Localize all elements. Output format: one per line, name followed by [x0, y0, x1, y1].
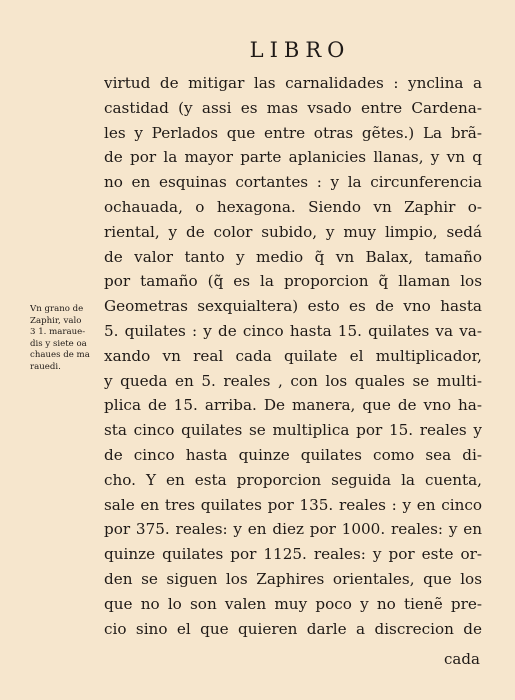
- text-line: plica de 15. arriba. De manera, que de vno ha-: [104, 396, 482, 415]
- text-line: de por la mayor parte aplanicies llanas, y vn q: [104, 148, 482, 167]
- margin-note-line: chaues de ma: [30, 350, 90, 361]
- text-line: que no lo son valen muy poco y no tienẽ pre-: [104, 594, 482, 613]
- text-line: castidad (y assi es mas vsado entre Cardena-: [104, 98, 482, 117]
- text-line: riental, y de color subido, y muy limpio, sedá: [104, 222, 482, 241]
- margin-note: [30, 304, 108, 374]
- text-line: y queda en 5. reales , con los quales se multi-: [104, 371, 482, 390]
- text-line: de valor tanto y medio q̃ vn Balax, tamaño: [104, 247, 482, 266]
- text-line: xando vn real cada quilate el multiplicador,: [104, 346, 482, 365]
- text-line: den se siguen los Zaphires orientales, que los: [104, 569, 482, 588]
- margin-note-line: Zaphir, valo: [30, 315, 82, 326]
- text-line: 5. quilates : y de cinco hasta 15. quilates va va-: [104, 321, 482, 340]
- text-line: cio sino el que quieren darle a discrecion de: [104, 619, 482, 638]
- margin-note-line: 3 1. maraue-: [30, 327, 86, 338]
- running-head: LIBRO: [249, 38, 351, 62]
- margin-note-line: Vn grano de: [30, 304, 84, 314]
- body-text: [104, 71, 482, 641]
- text-line: por tamaño (q̃ es la proporcion q̃ llaman los: [104, 272, 482, 291]
- catchword: cada: [444, 650, 480, 668]
- text-line: sale en tres quilates por 135. reales : y en cinco: [104, 495, 482, 514]
- text-line: les y Perlados que entre otras gẽtes.) La brã-: [104, 123, 482, 142]
- margin-note-line: dis y siete oa: [30, 338, 87, 349]
- text-line: quinze quilates por 1125. reales: y por este or-: [104, 545, 482, 564]
- text-line: cho. Y en esta proporcion seguida la cuenta,: [104, 470, 482, 489]
- text-line: Geometras sexquialtera) esto es de vno hasta: [104, 297, 482, 316]
- text-line: por 375. reales: y en diez por 1000. reales: y en: [104, 520, 482, 539]
- text-line: sta cinco quilates se multiplica por 15. reales y: [104, 421, 482, 440]
- text-line: virtud de mitigar las carnalidades : ynclina a: [104, 74, 482, 92]
- text-line: no en esquinas cortantes : y la circunferencia: [104, 173, 482, 192]
- margin-note-line: rauedi.: [30, 361, 61, 372]
- text-line: de cinco hasta quinze quilates como sea di-: [104, 445, 482, 464]
- text-line: ochauada, o hexagona. Siendo vn Zaphir o-: [104, 197, 482, 216]
